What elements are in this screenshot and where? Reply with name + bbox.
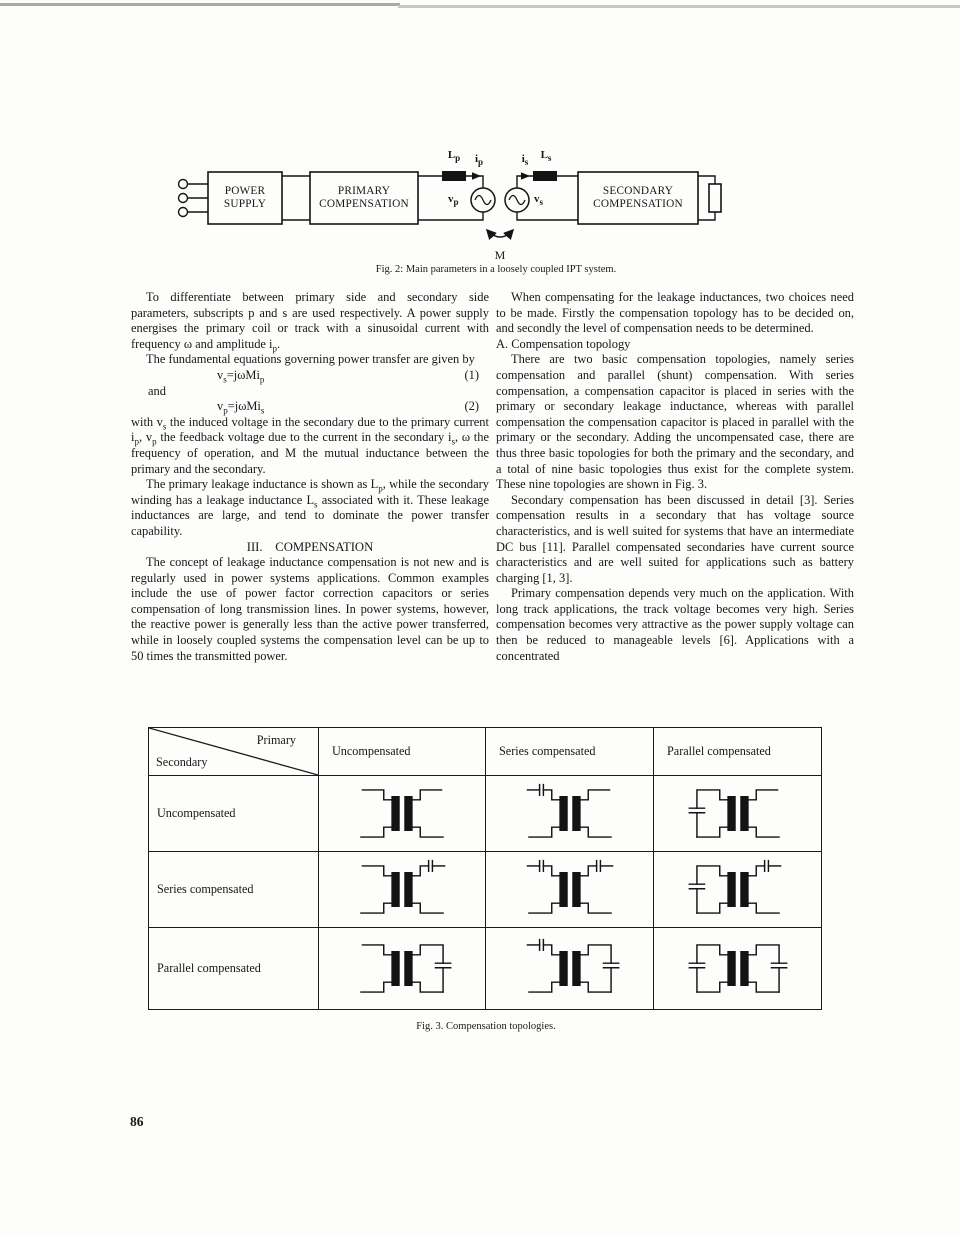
column-header-parallel: Parallel compensated	[654, 728, 821, 776]
primary-bottom-wire	[418, 212, 483, 220]
primary-compensation-label-box	[310, 172, 418, 224]
paragraph: When compensating for the leakage inductances, two choices need to be made. Firstly the compensation topology has to be decided on, and secondly the level of compensation needs to be determined.	[496, 290, 854, 336]
equation-1	[131, 368, 489, 384]
equation-1-number: (1)	[464, 367, 479, 382]
column-header-series: Series compensated	[486, 728, 654, 776]
three-phase-input-terminals	[179, 180, 209, 217]
paragraph: with $v_s$ the induced voltage in the secondary due to the primary current $i_p$, $v_p$ the feedback voltage due to the current in the secondary $i_s$, ω the frequency of operation, and M the mutual inductance between the primary and the secondary.	[131, 414, 489, 476]
power-supply-label-box	[208, 172, 282, 224]
left-text-column	[131, 290, 489, 664]
figure-3-caption: Fig. 3. Compensation topologies.	[416, 1021, 556, 1032]
topology-cell	[654, 852, 821, 928]
row-label-uncompensated: Uncompensated	[149, 776, 319, 852]
right-text-column	[496, 290, 854, 664]
table-corner-cell	[149, 728, 319, 776]
figure-2-caption: Fig. 2: Main parameters in a loosely coupled IPT system.	[375, 264, 617, 275]
secondary-leakage-inductor	[533, 171, 557, 181]
paragraph: Secondary compensation has been discussed in detail [3]. Series compensation results in a secondary that has voltage source characteristics, and is well suited for systems that have an intermediate DC bus [11]. Parallel compensated secondaries have current source characteristics and are well suited for applications such as battery charging [1, 3].	[496, 492, 854, 585]
topology-cell	[319, 928, 486, 1009]
figure-3-topology-table	[148, 727, 822, 1010]
ip-label: $i_p$	[474, 153, 484, 168]
paragraph: Primary compensation depends very much on the application. With long track applications, the track voltage becomes very high. Series compensation becomes very attractive as the power supply voltage can then be reduced to manageable levels [6]. Applications with a concentrated	[496, 586, 854, 663]
topology-cell	[486, 852, 654, 928]
topology-circuit-svg	[509, 932, 631, 1005]
is-label: $i_s$	[521, 153, 529, 168]
topology-cell	[319, 852, 486, 928]
equation-2-number: (2)	[464, 399, 479, 414]
vp-sine	[475, 196, 491, 205]
ls-label: $L_s$	[540, 149, 552, 164]
column-header-uncompensated: Uncompensated	[319, 728, 486, 776]
topology-cell	[486, 776, 654, 852]
vs-sine	[509, 196, 525, 205]
topology-circuit-svg	[677, 777, 799, 850]
is-current-arrow	[521, 172, 530, 180]
bus-wires	[282, 176, 310, 220]
corner-label-secondary: Secondary	[156, 755, 208, 769]
lp-label: $L_p$	[447, 149, 461, 164]
row-label-series: Series compensated	[149, 852, 319, 928]
equation-conjunction: and	[148, 383, 166, 398]
topology-circuit-svg	[509, 777, 631, 850]
paragraph: The primary leakage inductance is shown as $L_p$, while the secondary winding has a leakage inductance $L_s$ associated with it. These leakage inductances are large, and tend to dominate the power transfer capability.	[131, 477, 489, 538]
equation-2-formula: $v_p=j\omega Mi_s$	[217, 399, 265, 416]
topology-circuit-svg	[509, 853, 631, 926]
figure-2-block-diagram	[170, 146, 730, 276]
equation-1-formula: $v_s=j\omega Mi_p$	[217, 367, 265, 385]
section-heading-compensation: III. COMPENSATION	[246, 539, 374, 554]
scan-edge-artifact	[398, 5, 960, 8]
mutual-inductance-label: M	[494, 248, 506, 262]
page-number: 86	[130, 1114, 144, 1129]
row-label-parallel: Parallel compensated	[149, 928, 319, 1009]
paragraph: The concept of leakage inductance compensation is not new and is regularly used in power systems applications. Common examples include the use of power factor correction capacitors or series compensation of long transmission lines. In power systems, however, the reactive power is generally less than the active power transferred, while in loosely coupled systems the compensation level can be up to 50 times the transmitted power.	[131, 555, 489, 663]
corner-label-primary: Primary	[256, 733, 296, 747]
paragraph: To differentiate between primary side and secondary side parameters, subscripts p and s are used respectively. A power supply energises the primary coil or track with a sinusoidal current with frequency ω and amplitude $i_p$.	[131, 290, 489, 354]
topology-circuit-svg	[677, 853, 799, 926]
equation-2	[131, 399, 489, 415]
secondary-compensation-label: SECONDARY COMPENSATION	[593, 184, 683, 210]
scan-edge-artifact	[0, 3, 400, 6]
vs-label: $v_s$	[534, 193, 544, 208]
load-resistor	[709, 184, 721, 212]
secondary-compensation-label-box	[578, 172, 698, 224]
power-supply-label: POWER SUPPLY	[223, 184, 267, 210]
topology-circuit-svg	[677, 932, 799, 1005]
topology-circuit-svg	[341, 777, 463, 850]
primary-leakage-inductor	[442, 171, 466, 181]
paragraph: There are two basic compensation topologies, namely series compensation and parallel (shunt) compensation. With series compensation, a compensation capacitor is placed in series with the primary or secondary leakage inductance, whereas with parallel compensation the compensation capacitor is placed in parallel with the primary or the secondary. Adding the uncompensated case, there are thus three basic topologies for both the primary and the secondary, and a total of nine basic topologies thus exist for the complete system. These nine topologies are shown in Fig. 3.	[496, 352, 854, 492]
ip-current-arrow	[472, 172, 481, 180]
paragraph: The fundamental equations governing power transfer are given by	[146, 352, 475, 367]
primary-compensation-label: PRIMARY COMPENSATION	[319, 184, 409, 210]
topology-cell	[486, 928, 654, 1009]
topology-cell	[654, 776, 821, 852]
topology-circuit-svg	[341, 853, 463, 926]
topology-circuit-svg	[341, 932, 463, 1005]
vp-label: $v_p$	[448, 193, 459, 208]
topology-cell	[319, 776, 486, 852]
mutual-coupling-arc	[487, 230, 513, 237]
topology-cell	[654, 928, 821, 1009]
secondary-bottom-wire	[517, 212, 578, 220]
subsection-heading-topology: A. Compensation topology	[496, 336, 631, 351]
